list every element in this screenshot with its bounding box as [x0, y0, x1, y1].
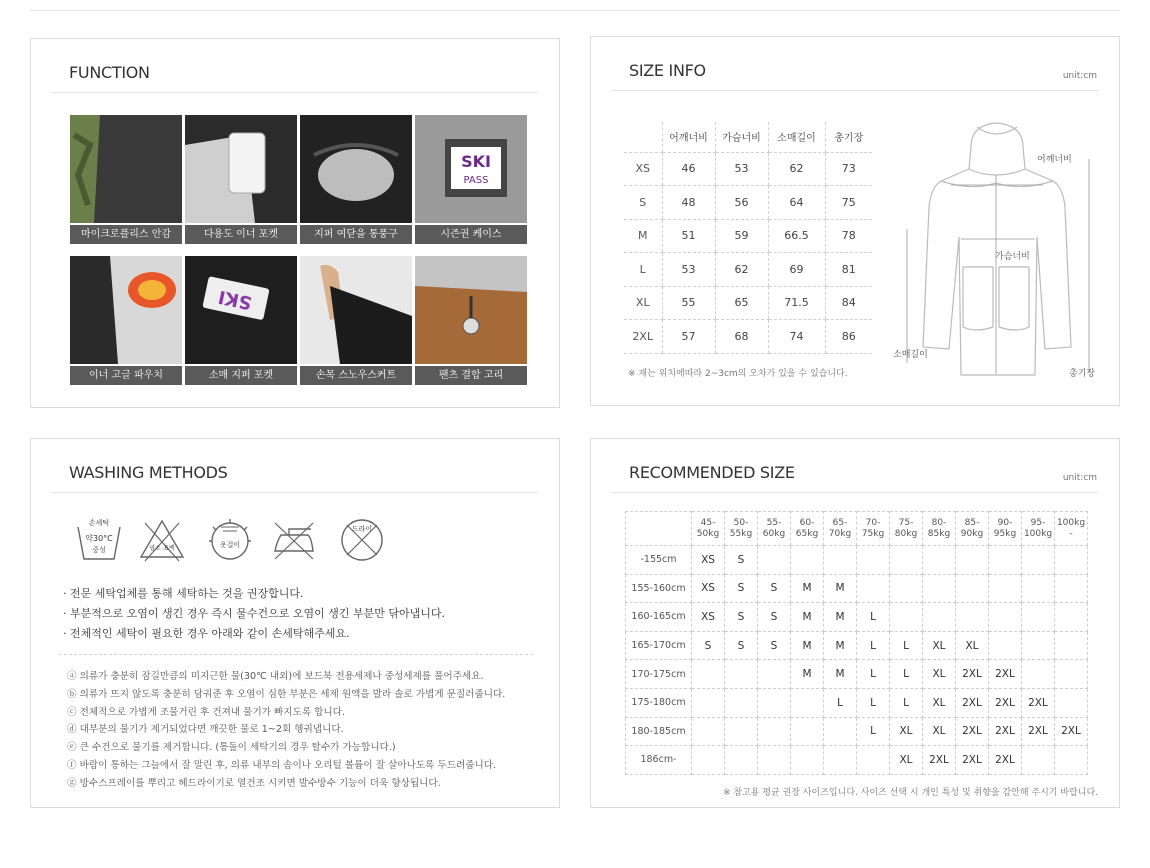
recommended-note: ※ 참고용 평균 권장 사이즈입니다. 사이즈 선택 시 개인 특성 및 취향을 감안해 주시기 바랍니다. — [723, 788, 1098, 798]
pants-loop-photo — [415, 256, 527, 364]
size-cell: XS — [692, 574, 725, 603]
function-caption: 손목 스노우스커트 — [300, 366, 412, 385]
washing-step: ⓖ 방수스프레이를 뿌리고 헤드라이기로 열건조 시키면 발수방수 기능이 더욱 향상됩니다. — [67, 777, 441, 789]
size-label: XS — [624, 152, 662, 186]
recommended-row — [626, 631, 1088, 660]
svg-text:SKI: SKI — [216, 285, 254, 314]
size-cell: XS — [692, 603, 725, 632]
size-cell: 2XL — [989, 717, 1022, 746]
size-value: 53 — [662, 253, 715, 287]
size-value: 57 — [662, 320, 715, 354]
recommended-panel — [590, 438, 1120, 808]
size-cell: 2XL — [956, 660, 989, 689]
size-cell — [1055, 631, 1088, 660]
size-cell: L — [857, 717, 890, 746]
size-cell — [956, 603, 989, 632]
size-cell: XL — [923, 631, 956, 660]
function-title: FUNCTION — [69, 63, 150, 82]
size-cell — [989, 603, 1022, 632]
size-cell — [791, 717, 824, 746]
recommended-table — [625, 511, 1088, 775]
size-value: 78 — [825, 219, 872, 253]
size-cell: L — [857, 603, 890, 632]
svg-text:손세탁: 손세탁 — [88, 519, 110, 527]
size-cell: M — [791, 660, 824, 689]
function-item — [70, 256, 182, 385]
size-cell — [890, 546, 923, 575]
size-cell: L — [890, 660, 923, 689]
size-cell: 2XL — [989, 660, 1022, 689]
size-cell: M — [791, 603, 824, 632]
size-cell — [857, 546, 890, 575]
recommended-title: RECOMMENDED SIZE — [629, 463, 795, 482]
function-item — [415, 115, 527, 244]
size-cell — [890, 603, 923, 632]
fleece-lining-photo — [70, 115, 182, 223]
function-item — [300, 256, 412, 385]
svg-text:염소: 염소 — [149, 545, 161, 552]
size-cell: L — [857, 631, 890, 660]
size-cell — [758, 546, 791, 575]
size-row — [624, 152, 872, 186]
hand-wash-icon — [76, 517, 122, 563]
size-value: 48 — [662, 186, 715, 220]
size-cell — [1055, 603, 1088, 632]
size-cell — [1022, 746, 1055, 775]
size-cell: S — [758, 631, 791, 660]
size-cell — [890, 574, 923, 603]
size-cell — [692, 717, 725, 746]
weight-header: 85- 90kg — [956, 512, 989, 546]
size-cell: S — [758, 603, 791, 632]
size-cell — [1055, 660, 1088, 689]
size-cell: M — [824, 574, 857, 603]
size-value: 71.5 — [768, 286, 825, 320]
svg-text:옷걸이: 옷걸이 — [219, 541, 241, 549]
size-cell: 2XL — [1022, 717, 1055, 746]
size-cell — [791, 546, 824, 575]
col-length: 총기장 — [825, 122, 872, 152]
weight-header: 95- 100kg — [1022, 512, 1055, 546]
size-cell — [956, 546, 989, 575]
size-cell: M — [824, 603, 857, 632]
col-sleeve: 소매길이 — [768, 122, 825, 152]
washing-bullet: · 전문 세탁업체를 통해 세탁하는 것을 권장합니다. — [63, 587, 304, 600]
size-cell — [923, 546, 956, 575]
washing-step: ⓕ 바람이 통하는 그늘에서 잘 말린 후, 의류 내부의 솜이나 오리털 볼륨이 잘 살아나도록 두드려줍니다. — [67, 760, 497, 771]
size-value: 73 — [825, 152, 872, 186]
size-cell: S — [725, 631, 758, 660]
size-cell: XL — [923, 688, 956, 717]
size-cell — [989, 546, 1022, 575]
size-cell — [725, 746, 758, 775]
washing-step: ⓔ 큰 수건으로 물기를 제거합니다. (통돌이 세탁기의 경우 탈수가 가능합니다.) — [67, 742, 396, 754]
size-cell: S — [725, 574, 758, 603]
size-value: 81 — [825, 253, 872, 287]
size-row — [624, 219, 872, 253]
vent-zipper-photo — [300, 115, 412, 223]
no-bleach-icon — [139, 517, 185, 563]
size-cell — [824, 717, 857, 746]
size-cell: L — [890, 631, 923, 660]
washing-panel — [30, 438, 560, 808]
size-row — [624, 186, 872, 220]
sleeve-pocket-photo — [185, 256, 297, 364]
size-info-title: SIZE INFO — [629, 61, 706, 80]
size-cell — [1055, 746, 1088, 775]
size-info-note: ※ 재는 위치에따라 2~3cm의 오차가 있을 수 있습니다. — [628, 369, 848, 379]
size-cell: S — [692, 631, 725, 660]
recommended-row — [626, 574, 1088, 603]
size-cell: 2XL — [956, 746, 989, 775]
size-cell — [1055, 688, 1088, 717]
diagram-label-sleeve: 소매길이 — [893, 350, 928, 360]
svg-text:약30°C: 약30°C — [85, 534, 113, 543]
size-value: 68 — [715, 320, 768, 354]
washing-title: WASHING METHODS — [69, 463, 228, 482]
weight-header: 65- 70kg — [824, 512, 857, 546]
size-cell: M — [791, 574, 824, 603]
size-value: 53 — [715, 152, 768, 186]
size-cell — [1022, 660, 1055, 689]
no-iron-icon — [271, 517, 317, 563]
size-cell — [725, 688, 758, 717]
recommended-row — [626, 660, 1088, 689]
svg-text:PASS: PASS — [463, 175, 489, 186]
size-cell: L — [857, 688, 890, 717]
size-cell: S — [725, 546, 758, 575]
size-cell: 2XL — [989, 746, 1022, 775]
size-cell: XL — [956, 631, 989, 660]
size-info-panel — [590, 36, 1120, 406]
pass-case-photo — [415, 115, 527, 223]
weight-header: 60- 65kg — [791, 512, 824, 546]
recommended-unit: unit:cm — [1062, 473, 1097, 483]
washing-step: ⓓ 대부분의 물기가 제거되었다면 깨끗한 물로 1~2회 헹궈냅니다. — [67, 724, 344, 736]
size-cell — [758, 746, 791, 775]
size-cell — [1055, 574, 1088, 603]
size-cell — [824, 546, 857, 575]
size-value: 66.5 — [768, 219, 825, 253]
size-cell: XL — [890, 746, 923, 775]
size-cell — [824, 746, 857, 775]
weight-header: 100kg - — [1055, 512, 1088, 546]
size-cell — [1022, 546, 1055, 575]
height-label: 165-170cm — [626, 631, 692, 660]
weight-header: 70- 75kg — [857, 512, 890, 546]
size-cell: M — [824, 660, 857, 689]
washing-bullet: · 전체적인 세탁이 필요한 경우 아래와 같이 손세탁해주세요. — [63, 627, 350, 640]
size-cell: S — [725, 603, 758, 632]
washing-step: ⓑ 의류가 뜨지 않도록 충분히 담궈준 후 오염이 심한 부분은 세제 원액을 발라 솔로 가볍게 문질러줍니다. — [67, 688, 506, 700]
size-cell — [857, 746, 890, 775]
size-cell — [1022, 574, 1055, 603]
height-label: 160-165cm — [626, 603, 692, 632]
recommended-row — [626, 546, 1088, 575]
height-label: 186cm- — [626, 746, 692, 775]
function-item — [185, 115, 297, 244]
weight-header: 75- 80kg — [890, 512, 923, 546]
col-chest: 가슴너비 — [715, 122, 768, 152]
diagram-label-shoulder: 어깨너비 — [1037, 155, 1072, 165]
height-label: -155cm — [626, 546, 692, 575]
size-cell: M — [824, 631, 857, 660]
function-item — [185, 256, 297, 385]
size-value: 51 — [662, 219, 715, 253]
size-cell — [692, 688, 725, 717]
size-cell — [791, 688, 824, 717]
size-cell: L — [890, 688, 923, 717]
function-item — [70, 115, 182, 244]
size-cell — [923, 603, 956, 632]
recommended-row — [626, 746, 1088, 775]
recommended-row — [626, 603, 1088, 632]
weight-header: 55- 60kg — [758, 512, 791, 546]
size-cell: 2XL — [989, 688, 1022, 717]
size-label: M — [624, 219, 662, 253]
size-value: 74 — [768, 320, 825, 354]
function-item — [415, 256, 527, 385]
function-panel — [30, 38, 560, 408]
height-label: 155-160cm — [626, 574, 692, 603]
size-value: 59 — [715, 219, 768, 253]
size-info-table — [624, 122, 872, 354]
size-cell: L — [824, 688, 857, 717]
size-cell: 2XL — [1022, 688, 1055, 717]
recommended-row — [626, 717, 1088, 746]
shade-dry-icon — [207, 517, 253, 563]
wrist-gaiter-photo — [300, 256, 412, 364]
size-value: 62 — [768, 152, 825, 186]
weight-header: 50- 55kg — [725, 512, 758, 546]
size-label: 2XL — [624, 320, 662, 354]
size-value: 56 — [715, 186, 768, 220]
size-row — [624, 286, 872, 320]
size-cell — [989, 631, 1022, 660]
size-cell: XS — [692, 546, 725, 575]
function-caption: 마이크로플리스 안감 — [70, 225, 182, 244]
function-caption: 시즌권 케이스 — [415, 225, 527, 244]
size-value: 65 — [715, 286, 768, 320]
height-label: 175-180cm — [626, 688, 692, 717]
size-cell — [989, 574, 1022, 603]
size-cell: M — [791, 631, 824, 660]
size-cell — [956, 574, 989, 603]
size-cell — [1022, 631, 1055, 660]
size-cell: L — [857, 660, 890, 689]
size-value: 84 — [825, 286, 872, 320]
size-cell — [1022, 603, 1055, 632]
size-value: 46 — [662, 152, 715, 186]
diagram-label-length: 총기장 — [1069, 369, 1096, 379]
size-cell: XL — [923, 717, 956, 746]
washing-step: ⓐ 의류가 충분히 잠길만큼의 미지근한 물(30℃ 내외)에 보드북 전용세제나 중성세제를 풀어주세요. — [67, 671, 484, 682]
weight-header: 90- 95kg — [989, 512, 1022, 546]
size-value: 75 — [825, 186, 872, 220]
function-item — [300, 115, 412, 244]
size-cell: XL — [890, 717, 923, 746]
svg-text:중성: 중성 — [92, 546, 106, 554]
size-cell — [725, 717, 758, 746]
svg-text:표백: 표백 — [163, 545, 175, 552]
size-cell: S — [758, 574, 791, 603]
size-cell: 2XL — [923, 746, 956, 775]
size-row — [624, 253, 872, 287]
size-cell — [791, 746, 824, 775]
diagram-label-chest: 가슴너비 — [995, 252, 1030, 262]
size-cell — [692, 746, 725, 775]
weight-header: 80- 85kg — [923, 512, 956, 546]
size-value: 86 — [825, 320, 872, 354]
svg-text:SKI: SKI — [461, 152, 491, 171]
size-cell — [725, 660, 758, 689]
size-cell — [923, 574, 956, 603]
size-cell — [758, 717, 791, 746]
size-cell — [758, 688, 791, 717]
size-cell: 2XL — [956, 688, 989, 717]
size-value: 55 — [662, 286, 715, 320]
function-caption: 지퍼 여닫을 통풍구 — [300, 225, 412, 244]
size-cell: 2XL — [1055, 717, 1088, 746]
height-label: 180-185cm — [626, 717, 692, 746]
function-caption: 소매 지퍼 포켓 — [185, 366, 297, 385]
size-row — [624, 320, 872, 354]
size-label: L — [624, 253, 662, 287]
size-cell: 2XL — [956, 717, 989, 746]
size-cell — [1055, 546, 1088, 575]
washing-step: ⓒ 전체적으로 가볍게 조물거린 후 건져내 물기가 빠지도록 합니다. — [67, 706, 345, 718]
col-shoulder: 어깨너비 — [662, 122, 715, 152]
size-info-unit: unit:cm — [1062, 71, 1097, 81]
function-caption: 이너 고글 파우치 — [70, 366, 182, 385]
size-value: 64 — [768, 186, 825, 220]
svg-text:드라이: 드라이 — [351, 525, 373, 533]
size-cell — [692, 660, 725, 689]
weight-header: 45- 50kg — [692, 512, 725, 546]
goggle-pouch-photo — [70, 256, 182, 364]
size-cell — [758, 660, 791, 689]
washing-bullet: · 부분적으로 오염이 생긴 경우 즉시 물수건으로 오염이 생긴 부분만 닦아냅니다. — [63, 607, 445, 620]
size-value: 69 — [768, 253, 825, 287]
size-label: XL — [624, 286, 662, 320]
top-divider — [30, 10, 1120, 11]
size-label: S — [624, 186, 662, 220]
recommended-row — [626, 688, 1088, 717]
height-label: 170-175cm — [626, 660, 692, 689]
function-caption: 팬츠 결합 고리 — [415, 366, 527, 385]
inner-pocket-photo — [185, 115, 297, 223]
no-dry-clean-icon — [339, 517, 385, 563]
size-value: 62 — [715, 253, 768, 287]
function-caption: 다용도 이너 포켓 — [185, 225, 297, 244]
size-cell — [857, 574, 890, 603]
size-cell: XL — [923, 660, 956, 689]
